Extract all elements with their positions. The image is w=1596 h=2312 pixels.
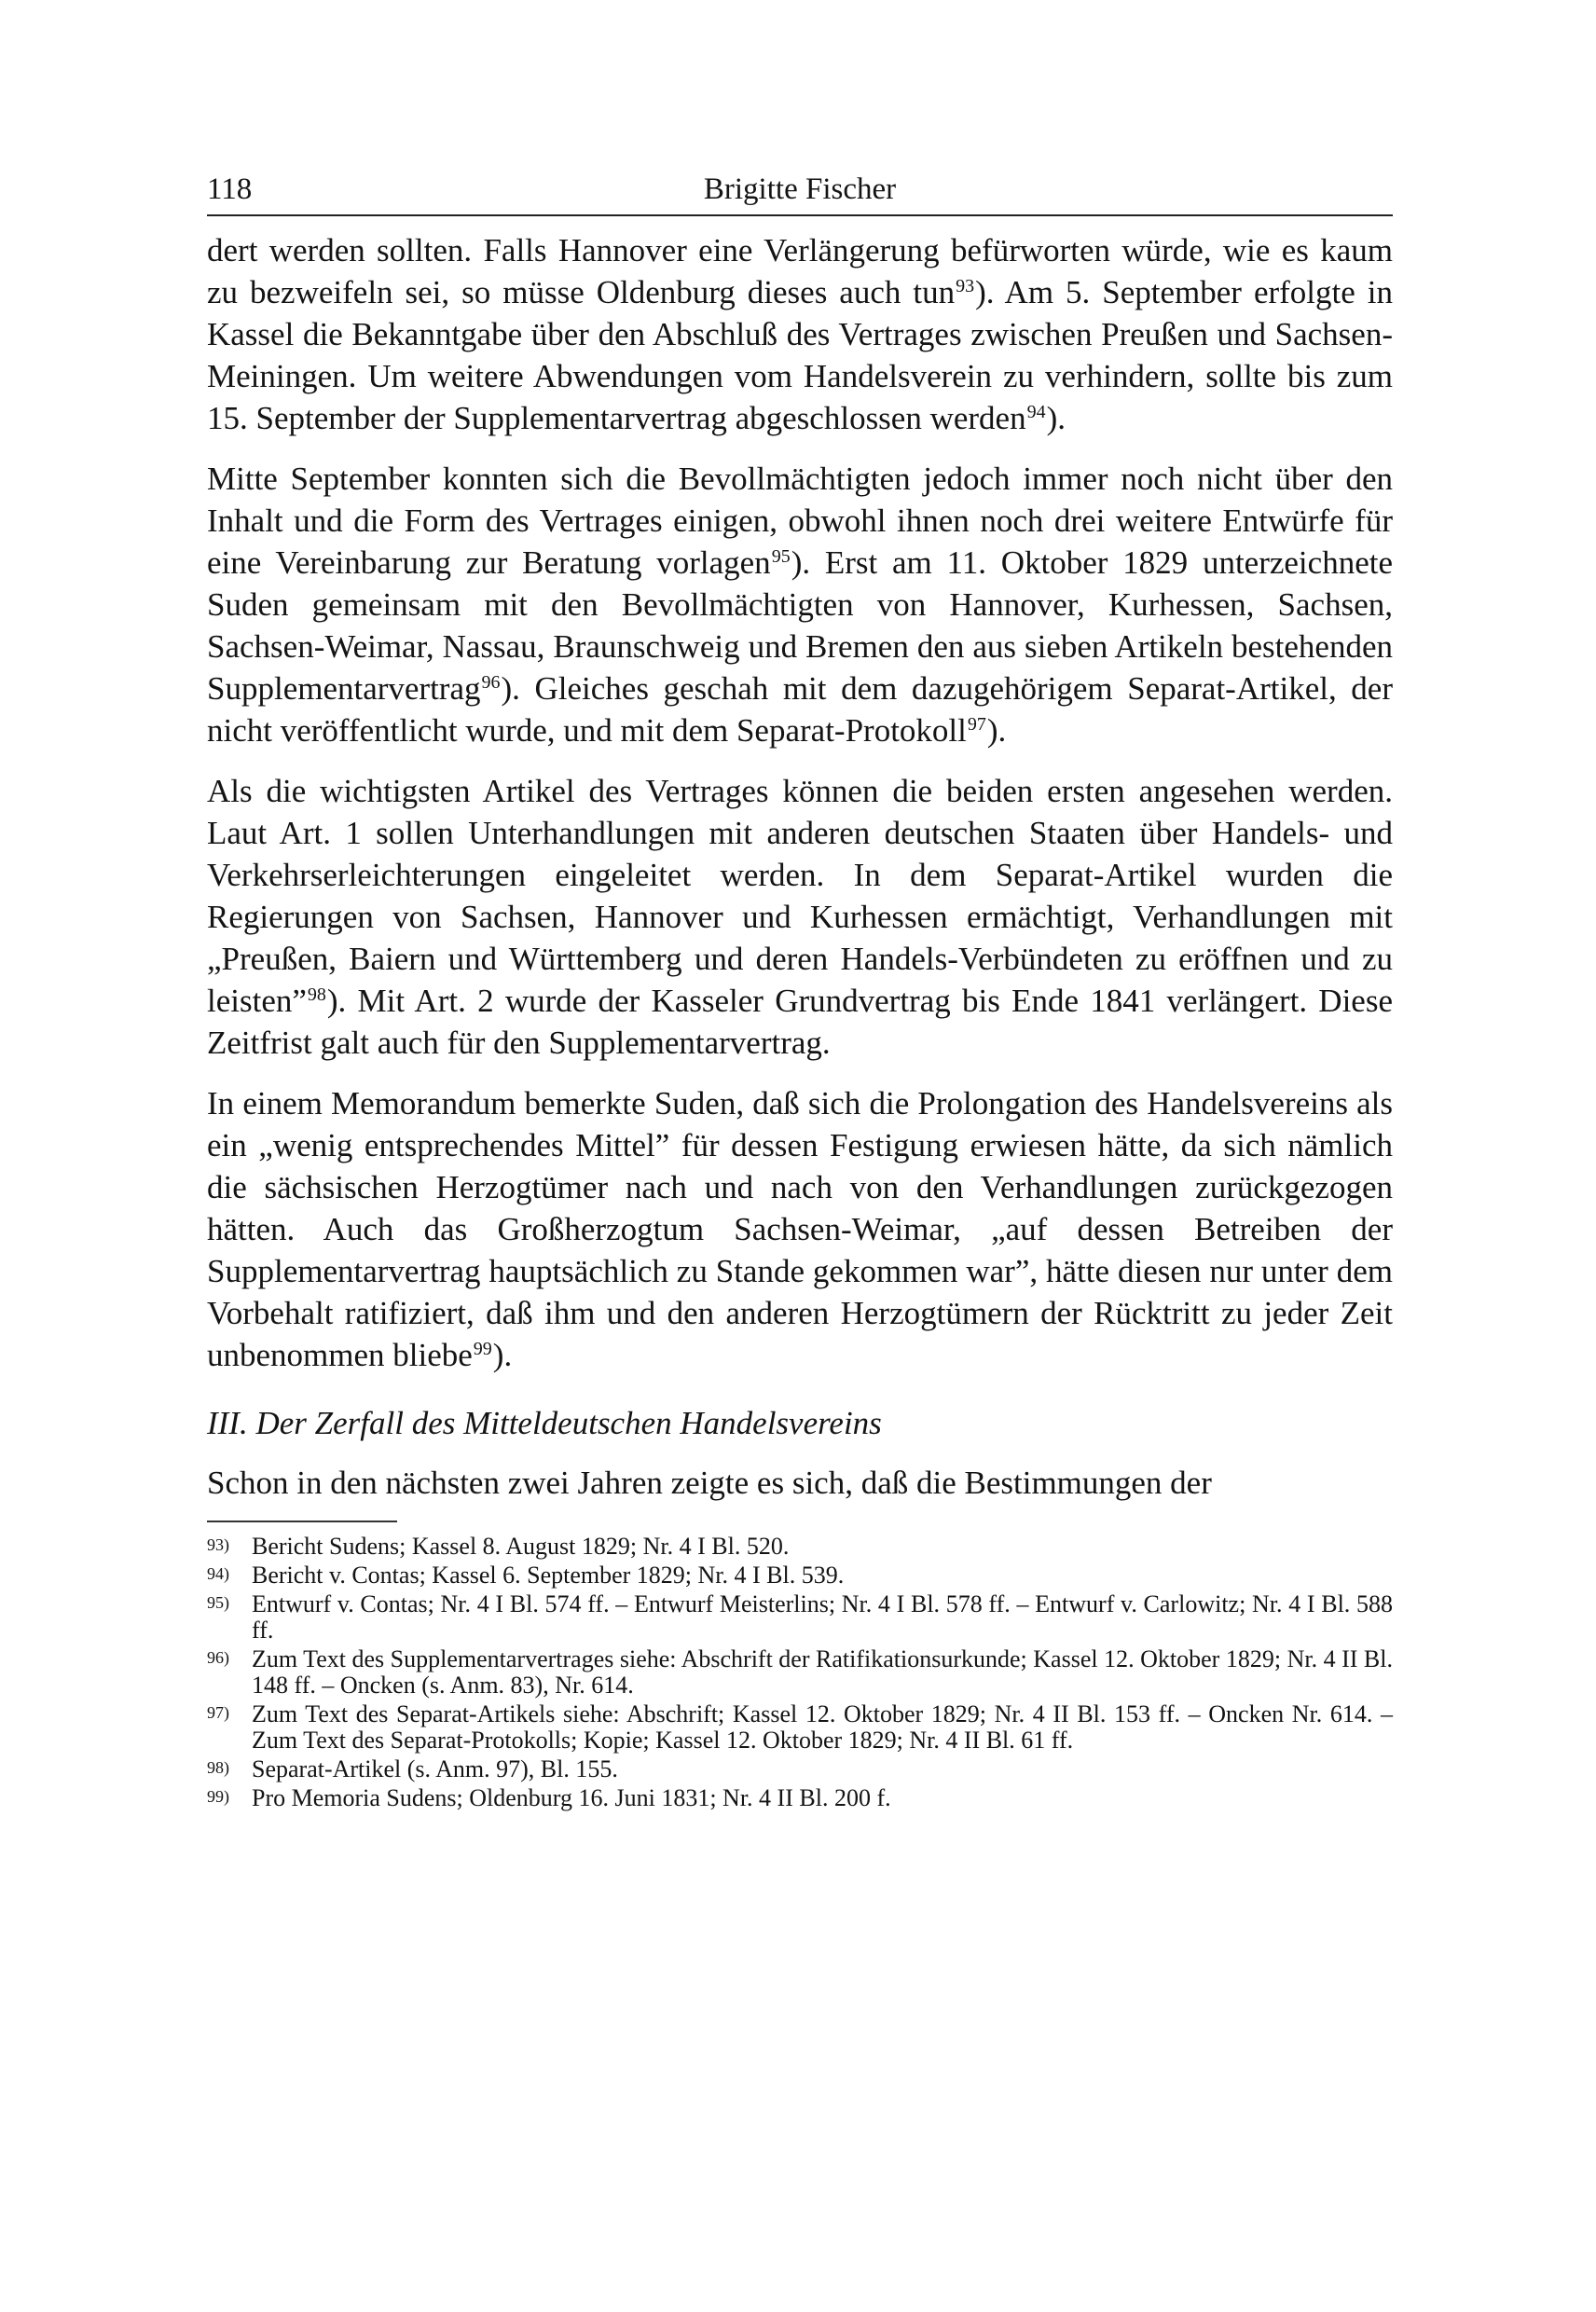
- paragraph-4: In einem Memorandum bemerkte Suden, daß sich die Prolongation des Handelsvereins als ein „wenig entsprechendes Mittel” für dessen Festigung erwiesen hätte, da sich nämlich die sächsischen Herzogtümer nach und nach von den Verhandlungen zurückgezogen hätten. Auch das Großherzogtum Sachsen-Weimar, „auf dessen Betreiben der Supplementarvertrag hauptsächlich zu Stande gekommen war”, hätte diesen nur unter dem Vorbehalt ratifiziert, daß ihm und den anderen Herzogtümern der Rücktritt zu jeder Zeit unbenommen bliebe$^{99}$).: [207, 1085, 1393, 1373]
- footnote-ref-99[interactable]: 99: [473, 1339, 492, 1359]
- body-text: [207, 229, 1393, 1504]
- footnote-text: Zum Text des Separat-Artikels siehe: Abschrift; Kassel 12. Oktober 1829; Nr. 4 II Bl. 153 ff. – Oncken Nr. 614. – Zum Text des Separat-Protokolls; Kopie; Kassel 12. Oktober 1829; Nr. 4 II Bl. 61 ff.: [252, 1700, 1393, 1754]
- footnote-ref-97[interactable]: 97: [967, 714, 986, 735]
- section-heading: III. Der Zerfall des Mitteldeutschen Handelsvereins: [207, 1405, 882, 1441]
- footnote-ref-98[interactable]: 98: [307, 984, 326, 1005]
- footnote-mark: 98): [207, 1758, 229, 1777]
- footnote-98: [207, 1756, 1393, 1782]
- paragraph-3: Als die wichtigsten Artikel des Vertrages können die beiden ersten angesehen werden. Laut Art. 1 sollen Unterhandlungen mit anderen deutschen Staaten über Handels- und Verkehrserleichterungen eingeleitet werden. In dem Separat-Artikel wurden die Regierungen von Sachsen, Hannover und Kurhessen ermächtigt, Verhandlungen mit „Preußen, Baiern und Württemberg und deren Handels-Verbündeten zu eröffnen und zu leisten”$^{98}$). Mit Art. 2 wurde der Kasseler Grundvertrag bis Ende 1841 verlängert. Diese Zeitfrist galt auch für den Supplementarvertrag.: [207, 773, 1393, 1061]
- footnote-text: Entwurf v. Contas; Nr. 4 I Bl. 574 ff. – Entwurf Meisterlins; Nr. 4 I Bl. 578 ff. – Entwurf v. Carlowitz; Nr. 4 I Bl. 588 ff.: [252, 1590, 1393, 1644]
- footnote-text: Zum Text des Supplementarvertrages siehe: Abschrift der Ratifikationsurkunde; Kassel 12. Oktober 1829; Nr. 4 II Bl. 148 ff. – Oncken (s. Anm. 83), Nr. 614.: [252, 1645, 1393, 1699]
- running-head: [207, 164, 1393, 216]
- footnote-mark: 99): [207, 1787, 229, 1806]
- footnote-mark: 94): [207, 1564, 229, 1583]
- footnote-text: Separat-Artikel (s. Anm. 97), Bl. 155.: [252, 1755, 618, 1782]
- footnote-ref-94[interactable]: 94: [1026, 402, 1046, 422]
- book-page: [207, 164, 1393, 1814]
- footnote-ref-96[interactable]: 96: [481, 672, 501, 693]
- paragraph-5: Schon in den nächsten zwei Jahren zeigte es sich, daß die Bestimmungen der: [207, 1465, 1212, 1501]
- footnote-mark: 97): [207, 1703, 229, 1722]
- footnote-95: [207, 1591, 1393, 1644]
- footnote-96: [207, 1646, 1393, 1699]
- footnote-99: [207, 1785, 1393, 1811]
- paragraph-1: dert werden sollten. Falls Hannover eine Verlängerung befürworten würde, wie es kaum zu bezweifeln sei, so müsse Oldenburg dieses auch tun$^{93}$). Am 5. September erfolgte in Kassel die Bekanntgabe über den Abschluß des Vertrages zwischen Preußen und Sachsen-Meiningen. Um weitere Abwendungen vom Handelsverein zu verhindern, sollte bis zum 15. September der Supplementarvertrag abgeschlossen werden$^{94}$).: [207, 232, 1393, 436]
- footnote-mark: 93): [207, 1535, 229, 1554]
- page-number: 118: [207, 172, 253, 206]
- footnote-93: [207, 1534, 1393, 1560]
- footnote-97: [207, 1701, 1393, 1754]
- footnotes: [207, 1534, 1393, 1811]
- running-title: Brigitte Fischer: [703, 172, 897, 206]
- footnote-divider: [207, 1521, 397, 1522]
- footnote-ref-93[interactable]: 93: [956, 276, 975, 296]
- footnote-text: Bericht Sudens; Kassel 8. August 1829; Nr. 4 I Bl. 520.: [252, 1533, 790, 1560]
- paragraph-2: Mitte September konnten sich die Bevollmächtigten jedoch immer noch nicht über den Inhalt und die Form des Vertrages einigen, obwohl ihnen noch drei weitere Entwürfe für eine Vereinbarung zur Beratung vorlagen$^{95}$). Erst am 11. Oktober 1829 unterzeichnete Suden gemeinsam mit den Bevollmächtigten von Hannover, Kurhessen, Sachsen, Sachsen-Weimar, Nassau, Braunschweig und Bremen den aus sieben Artikeln bestehenden Supplementarvertrag$^{96}$). Gleiches geschah mit dem dazugehörigem Separat-Artikel, der nicht veröffentlicht wurde, und mit dem Separat-Protokoll$^{97}$).: [207, 461, 1393, 749]
- footnote-text: Bericht v. Contas; Kassel 6. September 1829; Nr. 4 I Bl. 539.: [252, 1562, 845, 1589]
- footnote-text: Pro Memoria Sudens; Oldenburg 16. Juni 1831; Nr. 4 II Bl. 200 f.: [252, 1784, 891, 1811]
- footnote-mark: 95): [207, 1593, 229, 1612]
- footnote-94: [207, 1562, 1393, 1589]
- footnote-ref-95[interactable]: 95: [771, 546, 791, 567]
- footnote-mark: 96): [207, 1648, 229, 1667]
